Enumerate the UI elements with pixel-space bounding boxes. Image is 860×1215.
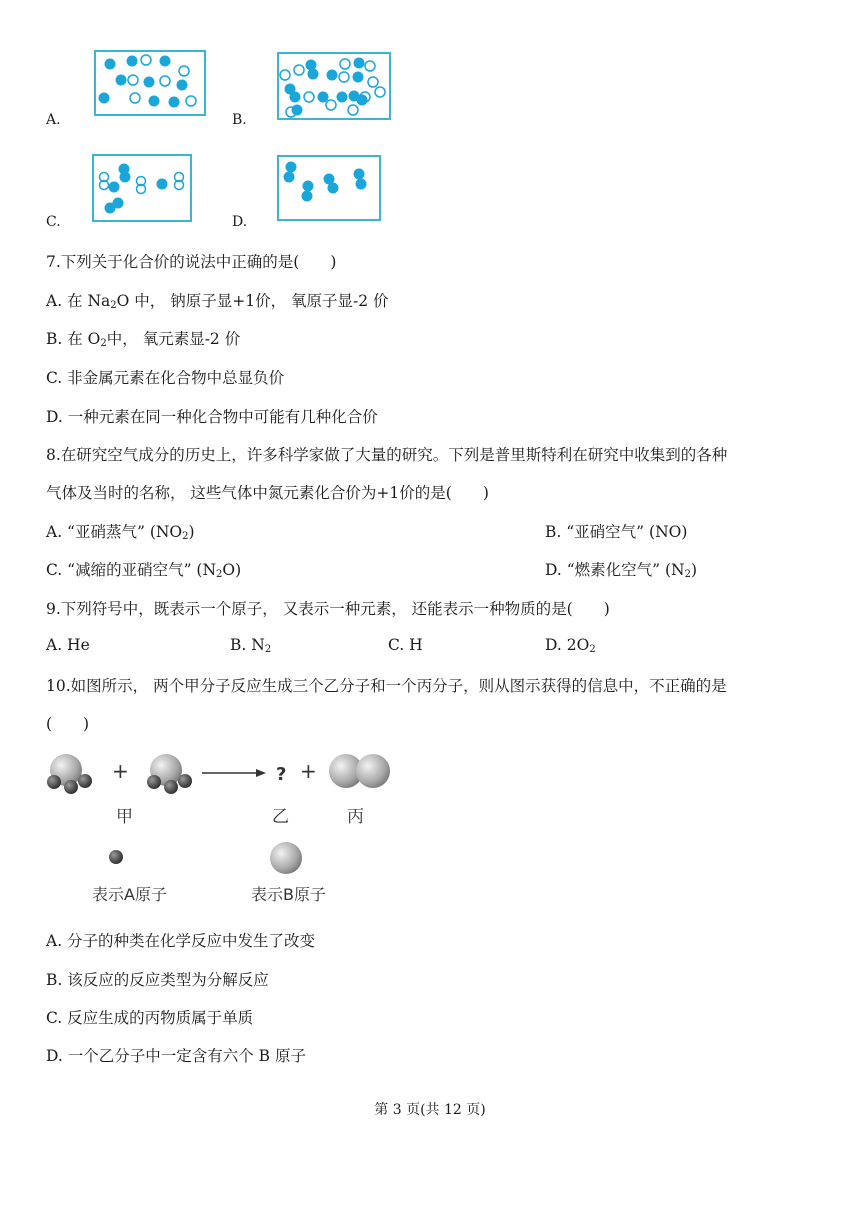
legend-atom-b-label: 表示B原子 bbox=[251, 885, 326, 904]
question-9-option-d: D. $2O_2$ bbox=[545, 636, 596, 655]
question-8-option-d: D. “燃素化空气” $(N_2)$ bbox=[545, 561, 698, 580]
label-bing: 丙 bbox=[347, 807, 364, 827]
question-10-option-a: A. 分子的种类在化学反应中发生了改变 bbox=[46, 932, 316, 950]
q6-option-a-diagram bbox=[94, 50, 206, 116]
q6-option-a-label: A. bbox=[46, 112, 61, 128]
q6-option-d-label: D. bbox=[232, 214, 248, 230]
question-10-option-c: C. 反应生成的丙物质属于单质 bbox=[46, 1009, 254, 1027]
question-9-option-b: B. $N_2$ bbox=[230, 636, 272, 655]
question-8-stem-line-2: 气体及当时的名称， 这些气体中氮元素化合价为+1价的是( ) bbox=[46, 484, 489, 502]
reaction-diagram bbox=[44, 748, 404, 908]
question-10-option-d: D. 一个乙分子中一定含有六个 B 原子 bbox=[46, 1047, 306, 1065]
question-8-stem-line-1: 8.在研究空气成分的历史上，许多科学家做了大量的研究。下列是普里斯特利在研究中收集到的各种 bbox=[46, 446, 728, 464]
question-7-stem: 7.下列关于化合价的说法中正确的是( ) bbox=[46, 253, 337, 271]
question-9-option-a: A. He bbox=[46, 636, 90, 654]
reaction-arrow bbox=[202, 769, 266, 777]
unknown-molecule-mark: ? bbox=[276, 764, 287, 785]
q6-option-d-diagram bbox=[277, 155, 381, 221]
label-jia: 甲 bbox=[116, 807, 133, 827]
label-yi: 乙 bbox=[272, 807, 289, 827]
page-footer: 第 3 页(共 12 页) bbox=[374, 1102, 486, 1118]
molecule-bing bbox=[329, 754, 390, 788]
q6-option-c-diagram bbox=[92, 154, 192, 222]
question-10-stem-line-2: ( ) bbox=[46, 715, 90, 733]
legend-atom-b bbox=[270, 842, 302, 874]
question-9-option-c: C. H bbox=[388, 636, 423, 654]
question-8-option-b: B. “亚硝空气” (NO) bbox=[545, 523, 688, 541]
question-10-stem-line-1: 10.如图所示， 两个甲分子反应生成三个乙分子和一个丙分子，则从图示获得的信息中，不正确的是 bbox=[46, 677, 727, 695]
question-7-option-c: C. 非金属元素在化合物中总显负价 bbox=[46, 369, 285, 387]
question-10-option-b: B. 该反应的反应类型为分解反应 bbox=[46, 971, 269, 989]
question-8-option-c: C. “减缩的亚硝空气” $(N_2O)$ bbox=[46, 561, 242, 580]
q6-option-c-label: C. bbox=[46, 214, 61, 230]
molecule-jia-2 bbox=[147, 754, 192, 794]
plus-sign-1: + bbox=[112, 759, 129, 783]
question-9-stem: 9.下列符号中，既表示一个原子， 又表示一种元素， 还能表示一种物质的是( ) bbox=[46, 600, 610, 618]
question-8-option-a: A. “亚硝蒸气” $(NO_2)$ bbox=[46, 523, 195, 542]
question-7-option-d: D. 一种元素在同一种化合物中可能有几种化合价 bbox=[46, 408, 378, 426]
question-7-option-a: A. 在 $Na_2O$ 中， 钠原子显+1价， 氧原子显-2 价 bbox=[46, 292, 389, 311]
legend-atom-a-label: 表示A原子 bbox=[92, 885, 167, 904]
plus-sign-2: + bbox=[300, 759, 317, 783]
q6-option-b-label: B. bbox=[232, 112, 247, 128]
question-7-option-b: B. 在 $O_2$中， 氧元素显-2 价 bbox=[46, 330, 241, 349]
molecule-jia-1 bbox=[47, 754, 92, 794]
legend-atom-a bbox=[109, 850, 123, 864]
q6-option-b-diagram bbox=[277, 52, 391, 120]
